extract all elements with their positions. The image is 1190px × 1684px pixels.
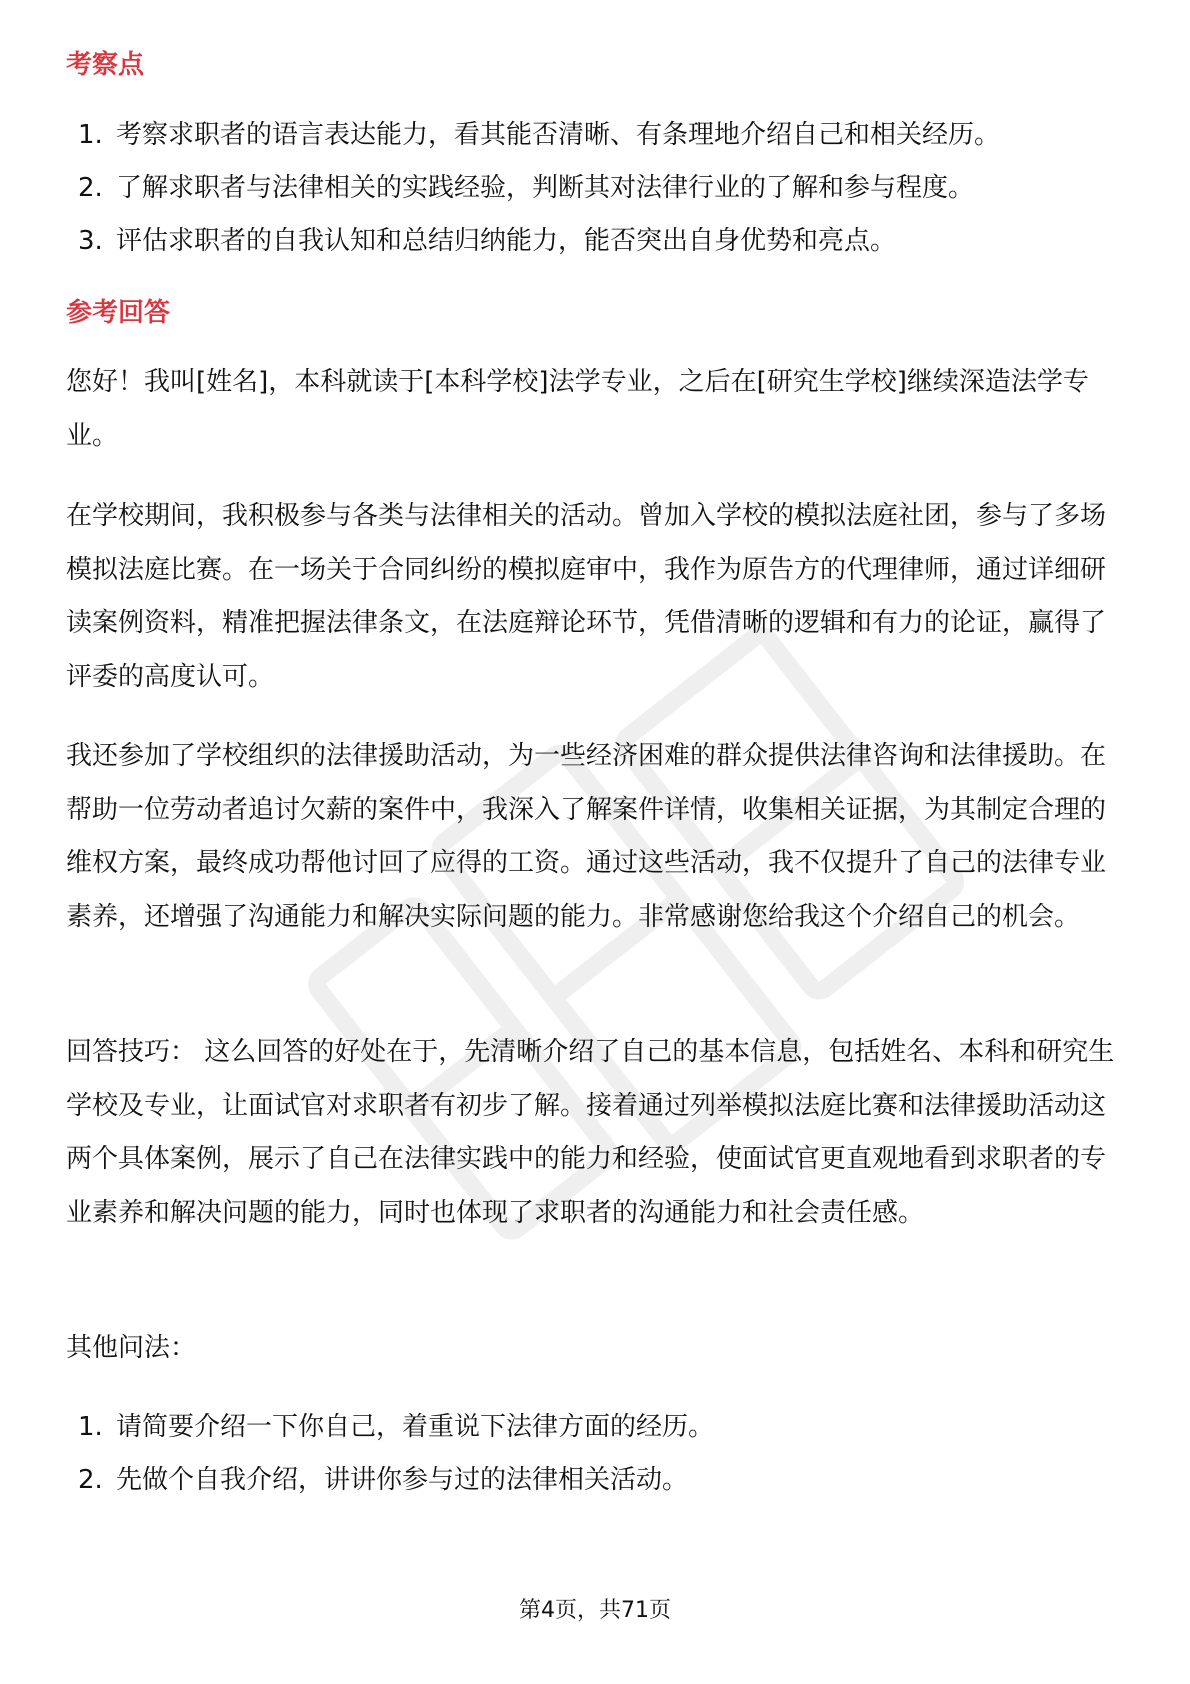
list-item xyxy=(66,171,1124,205)
list-text: 评估求职者的自我认知和总结归纳能力，能否突出自身优势和亮点。 xyxy=(116,226,897,256)
list-number: 2. xyxy=(78,1465,103,1495)
list-text: 了解求职者与法律相关的实践经验，判断其对法律行业的了解和参与程度。 xyxy=(116,173,975,203)
answer-tips-paragraph: 回答技巧： 这么回答的好处在于，先清晰介绍了自己的基本信息，包括姓名、本科和研究生学校及专业，让面试官对求职者有初步了解。接着通过列举模拟法庭比赛和法律援助活动这两个具体案例，展示了自己在法律实践中的能力和经验，使面试官更直观地看到求职者的专业素养和解决问题的能力，同时也体现了求职者的沟通能力和社会责任感。 xyxy=(66,1037,1115,1228)
section-title-reference-answer: 参考回答 xyxy=(66,298,171,328)
list-text: 请简要介绍一下你自己，着重说下法律方面的经历。 xyxy=(116,1412,715,1442)
list-text: 考察求职者的语言表达能力，看其能否清晰、有条理地介绍自己和相关经历。 xyxy=(116,120,1001,150)
list-item xyxy=(66,118,1124,152)
answer-legal-aid-paragraph: 我还参加了学校组织的法律援助活动，为一些经济困难的群众提供法律咨询和法律援助。在帮助一位劳动者追讨欠薪的案件中，我深入了解案件详情，收集相关证据，为其制定合理的维权方案，最终成功帮他讨回了应得的工资。通过这些活动，我不仅提升了自己的法律专业素养，还增强了沟通能力和解决实际问题的能力。非常感谢您给我这个介绍自己的机会。 xyxy=(66,741,1107,932)
list-number: 2. xyxy=(78,173,103,203)
list-number: 1. xyxy=(78,1412,103,1442)
list-number: 3. xyxy=(78,226,103,256)
answer-intro-paragraph: 您好！我叫[姓名]，本科就读于[本科学校]法学专业，之后在[研究生学校]继续深造法学专业。 xyxy=(66,367,1089,451)
page-footer: 第4页，共71页 xyxy=(519,1598,671,1623)
answer-school-paragraph: 在学校期间，我积极参与各类与法律相关的活动。曾加入学校的模拟法庭社团，参与了多场模拟法庭比赛。在一场关于合同纠纷的模拟庭审中，我作为原告方的代理律师，通过详细研读案例资料，精准把握法律条文，在法庭辩论环节，凭借清晰的逻辑和有力的论证，赢得了评委的高度认可。 xyxy=(66,501,1107,692)
list-item xyxy=(66,1463,1124,1497)
assessment-list xyxy=(66,118,1124,277)
other-questions-label: 其他问法： xyxy=(66,1333,197,1363)
list-item xyxy=(66,224,1124,258)
section-title-assessment: 考察点 xyxy=(66,50,145,80)
list-text: 先做个自我介绍，讲讲你参与过的法律相关活动。 xyxy=(116,1465,689,1495)
list-item xyxy=(66,1410,1124,1444)
other-questions-list xyxy=(66,1410,1124,1516)
list-number: 1. xyxy=(78,120,103,150)
